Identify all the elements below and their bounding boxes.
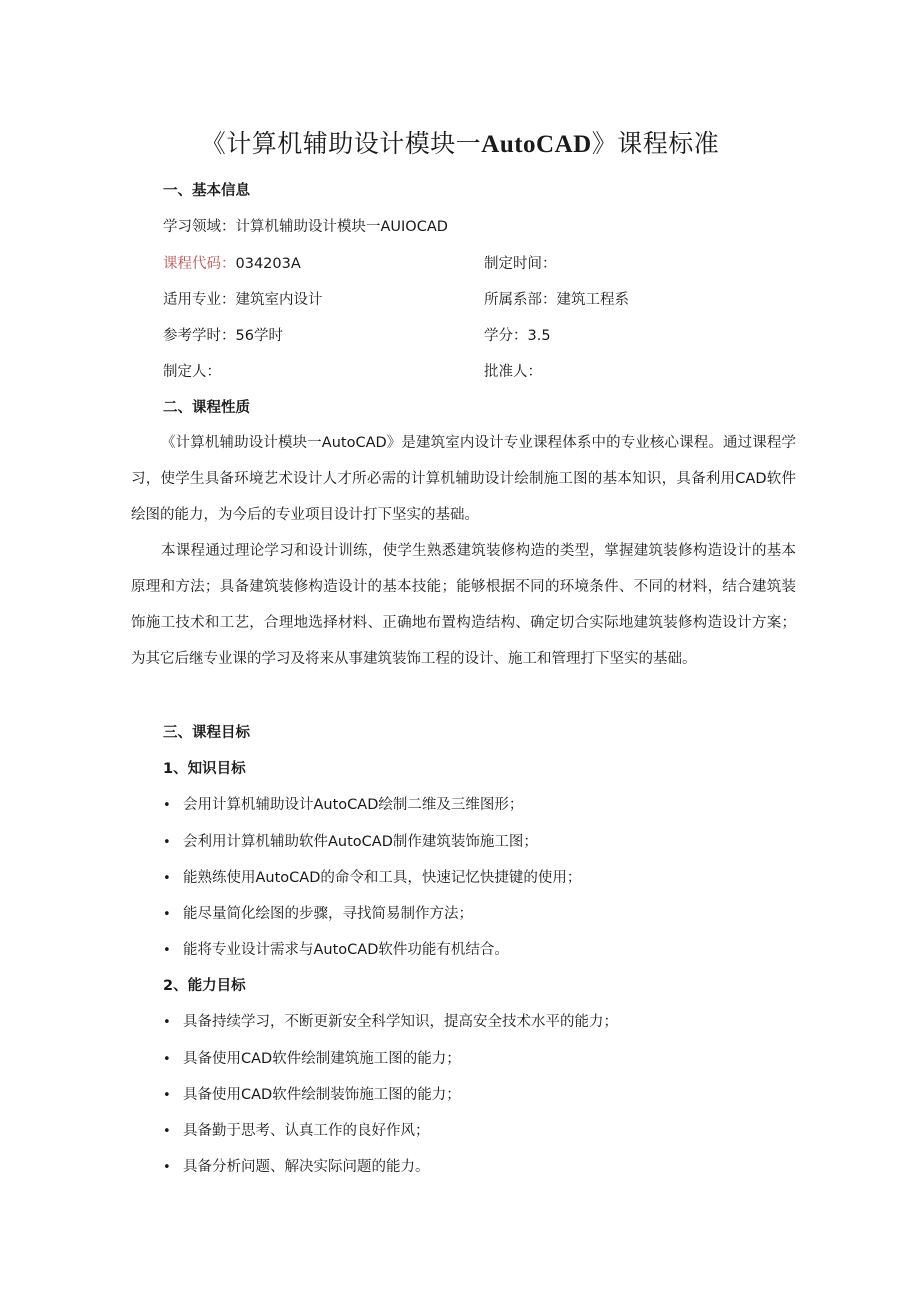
field-course-code — [163, 253, 301, 275]
list-item-text: 具备持续学习，不断更新安全科学知识，提高安全技术水平的能力； — [183, 1014, 618, 1030]
course-code-value: 034203A — [235, 256, 301, 272]
list-item — [163, 1084, 461, 1107]
bullet-icon: • — [163, 1088, 171, 1103]
bullet-icon: • — [163, 1124, 171, 1139]
title-latin: AutoCAD — [481, 131, 592, 158]
bullet-icon: • — [163, 1160, 171, 1175]
bullet-icon: • — [163, 1015, 171, 1030]
bullet-icon: • — [163, 835, 171, 850]
list-item — [163, 1048, 461, 1071]
list-item-text: 能熟练使用AutoCAD的命令和工具，快速记忆快捷键的使用； — [183, 870, 582, 886]
subheading-knowledge-goals: 1、知识目标 — [163, 761, 246, 777]
page-title — [0, 124, 920, 165]
field-created-time: 制定时间： — [484, 256, 557, 272]
list-item — [163, 1120, 430, 1143]
course-nature-paragraph-2: 本课程通过理论学习和设计训练，使学生熟悉建筑装修构造的类型，掌握建筑装修构造设计的基本原理和方法；具备建筑装修构造设计的基本技能；能够根据不同的环境条件、不同的材料，结合建筑装饰施工技术和工艺，合理地选择材料、正确地布置构造结构、确定切合实际地建筑装修构造设计方案；为其它后继专业课的学习及将来从事建筑装饰工程的设计、施工和管理打下坚实的基础。 — [131, 543, 796, 667]
field-learning-area: 学习领域：计算机辅助设计模块一AUIOCAD — [163, 219, 448, 235]
list-item-text: 会用计算机辅助设计AutoCAD绘制二维及三维图形； — [183, 797, 524, 813]
field-maker: 制定人： — [163, 364, 221, 380]
list-item-text: 具备使用CAD软件绘制建筑施工图的能力； — [183, 1051, 461, 1067]
field-department: 所属系部：建筑工程系 — [484, 292, 629, 308]
bullet-icon: • — [163, 798, 171, 813]
list-item-text: 具备勤于思考、认真工作的良好作风； — [183, 1123, 430, 1139]
list-item-text: 具备使用CAD软件绘制装饰施工图的能力； — [183, 1087, 461, 1103]
list-item-text: 会利用计算机辅助软件AutoCAD制作建筑装饰施工图； — [183, 834, 538, 850]
list-item — [163, 1156, 430, 1179]
list-item — [163, 831, 538, 854]
field-hours: 参考学时：56学时 — [163, 328, 283, 344]
list-item — [163, 794, 523, 817]
subheading-ability-goals: 2、能力目标 — [163, 978, 246, 994]
bullet-icon: • — [163, 907, 171, 922]
bullet-icon: • — [163, 1052, 171, 1067]
course-code-label: 课程代码： — [163, 256, 236, 272]
section-heading-basic-info: 一、基本信息 — [163, 183, 250, 199]
section-heading-course-nature: 二、课程性质 — [163, 400, 250, 416]
list-item — [163, 903, 473, 926]
course-nature-paragraph-1: 《计算机辅助设计模块一AutoCAD》是建筑室内设计专业课程体系中的专业核心课程。通过课程学习，使学生具备环境艺术设计人才所必需的计算机辅助设计绘制施工图的基本知识，具备利用CAD软件绘图的能力，为今后的专业项目设计打下坚实的基础。 — [131, 435, 796, 523]
title-close: 》课程标准 — [591, 129, 720, 158]
bullet-icon: • — [163, 943, 171, 958]
field-credit: 学分：3.5 — [484, 328, 551, 344]
list-item-text: 能将专业设计需求与AutoCAD软件功能有机结合。 — [183, 942, 509, 958]
title-open: 《计算机辅助设计模块一 — [200, 129, 482, 158]
list-item-text: 具备分析问题、解决实际问题的能力。 — [183, 1159, 430, 1175]
list-item — [163, 1011, 618, 1034]
list-item-text: 能尽量简化绘图的步骤，寻找简易制作方法； — [183, 906, 473, 922]
field-major: 适用专业：建筑室内设计 — [163, 292, 323, 308]
list-item — [163, 867, 581, 890]
section-heading-course-goals: 三、课程目标 — [163, 725, 250, 741]
field-approver: 批准人： — [484, 364, 542, 380]
bullet-icon: • — [163, 871, 171, 886]
list-item — [163, 939, 509, 962]
